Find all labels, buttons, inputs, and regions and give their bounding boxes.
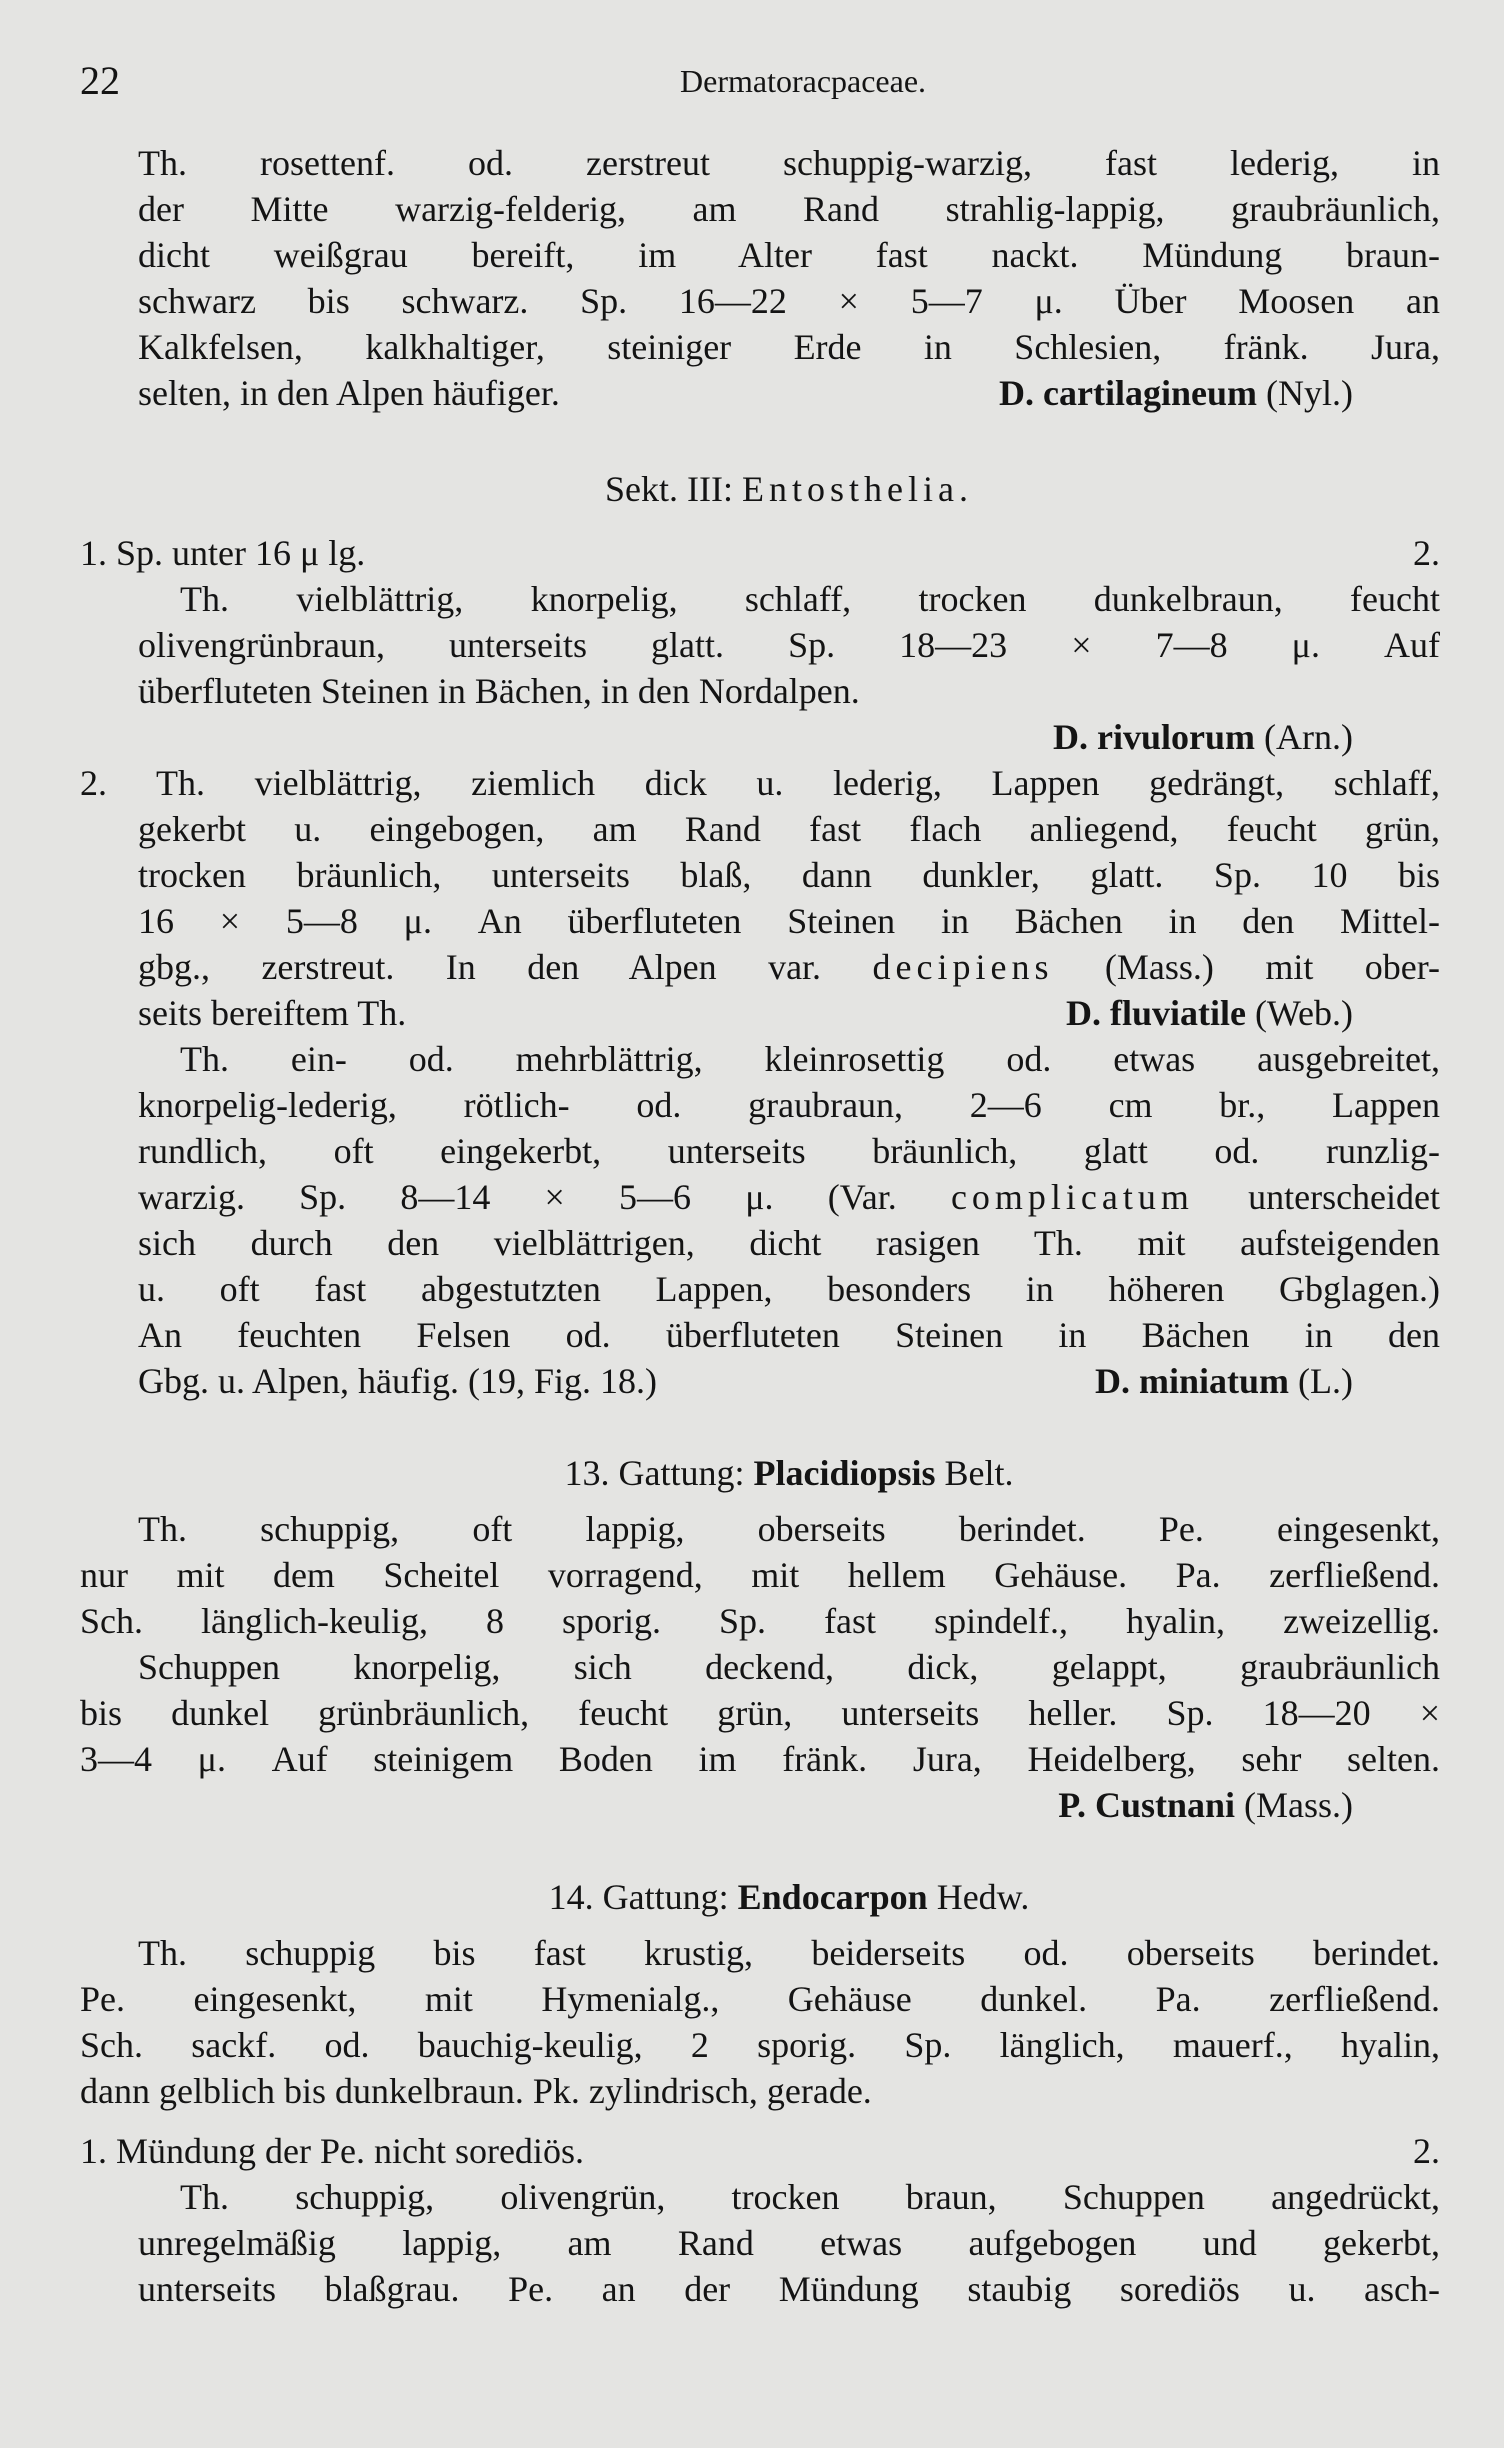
page-number: 22 bbox=[80, 58, 120, 103]
key-reference: 2. bbox=[1413, 2131, 1440, 2171]
line-text: selten, in den Alpen häufiger. bbox=[138, 373, 560, 413]
text-line: Th. schuppig, oft lappig, oberseits berindet. Pe. eingesenkt, bbox=[138, 1509, 1440, 1549]
species-name-line bbox=[138, 1782, 1353, 1828]
section-name: Entosthelia. bbox=[742, 469, 973, 509]
text-line: schwarz bis schwarz. Sp. 16—22 × 5—7 μ. Über Moosen an bbox=[138, 281, 1440, 321]
species-name: D. cartilagineum bbox=[999, 373, 1258, 413]
text-line: überfluteten Steinen in Bächen, in den Nordalpen. bbox=[138, 671, 860, 711]
text-line: nur mit dem Scheitel vorragend, mit hellem Gehäuse. Pa. zerfließend. bbox=[80, 1555, 1440, 1595]
text-line: bis dunkel grünbräunlich, feucht grün, unterseits heller. Sp. 18—20 × bbox=[80, 1693, 1440, 1733]
text-line: Th. ein- od. mehrblättrig, kleinrosettig od. etwas ausgebreitet, bbox=[180, 1039, 1440, 1079]
species-author: (Arn.) bbox=[1264, 717, 1353, 757]
text-line: 16 × 5—8 μ. An überfluteten Steinen in Bächen in den Mittel- bbox=[138, 901, 1440, 941]
line-text: warzig. Sp. 8—14 × 5—6 μ. (Var. bbox=[138, 1177, 897, 1217]
species-author: (Nyl.) bbox=[1266, 373, 1353, 413]
text-line: sich durch den vielblättrigen, dicht rasigen Th. mit aufsteigenden bbox=[138, 1223, 1440, 1263]
species-author: (Mass.) bbox=[1244, 1785, 1353, 1825]
line-text: seits bereiftem Th. bbox=[138, 993, 407, 1033]
species-author: (L.) bbox=[1298, 1361, 1353, 1401]
text-line: Th. schuppig bis fast krustig, beiderseits od. oberseits berindet. bbox=[138, 1933, 1440, 1973]
text-line: trocken bräunlich, unterseits blaß, dann dunkler, glatt. Sp. 10 bis bbox=[138, 855, 1440, 895]
text-line: Pe. eingesenkt, mit Hymenialg., Gehäuse dunkel. Pa. zerfließend. bbox=[80, 1979, 1440, 2019]
genus-name: Endocarpon bbox=[737, 1877, 928, 1917]
text-line: 3—4 μ. Auf steinigem Boden im fränk. Jura, Heidelberg, sehr selten. bbox=[80, 1739, 1440, 1779]
text-line: u. oft fast abgestutzten Lappen, besonders in höheren Gbglagen.) bbox=[138, 1269, 1440, 1309]
text-line: Sch. länglich-keulig, 8 sporig. Sp. fast spindelf., hyalin, zweizellig. bbox=[80, 1601, 1440, 1641]
key-line bbox=[80, 2128, 1440, 2174]
text-line-with-species bbox=[138, 370, 1353, 416]
text-line: Kalkfelsen, kalkhaltiger, steiniger Erde in Schlesien, fränk. Jura, bbox=[138, 327, 1440, 367]
key-line bbox=[80, 530, 1440, 576]
species-name-line bbox=[1095, 1358, 1353, 1404]
text-line: knorpelig-lederig, rötlich- od. graubraun, 2—6 cm br., Lappen bbox=[138, 1085, 1440, 1125]
text-line: Th. vielblättrig, knorpelig, schlaff, trocken dunkelbraun, feucht bbox=[180, 579, 1440, 619]
species-name-line bbox=[999, 370, 1353, 416]
text-line: An feuchten Felsen od. überfluteten Steinen in Bächen in den bbox=[138, 1315, 1440, 1355]
text-line-with-species bbox=[138, 990, 1353, 1036]
species-name: P. Custnani bbox=[1058, 1785, 1236, 1825]
text-line: Sch. sackf. od. bauchig-keulig, 2 sporig. Sp. länglich, mauerf., hyalin, bbox=[80, 2025, 1440, 2065]
text-line: olivengrünbraun, unterseits glatt. Sp. 18—23 × 7—8 μ. Auf bbox=[138, 625, 1440, 665]
species-name: D. fluviatile bbox=[1065, 993, 1246, 1033]
genus-heading bbox=[138, 1450, 1440, 1496]
section-label: Sekt. III: bbox=[605, 469, 733, 509]
genus-label: 14. Gattung: bbox=[548, 1877, 729, 1917]
genus-name: Placidiopsis bbox=[753, 1453, 936, 1493]
text-line: Th. rosettenf. od. zerstreut schuppig-warzig, fast lederig, in bbox=[138, 143, 1440, 183]
text-line: dicht weißgrau bereift, im Alter fast nackt. Mündung braun- bbox=[138, 235, 1440, 275]
key-text: 1. Mündung der Pe. nicht sorediös. bbox=[80, 2131, 584, 2171]
text-line: Schuppen knorpelig, sich deckend, dick, gelappt, graubräunlich bbox=[138, 1647, 1440, 1687]
genus-author: Belt. bbox=[944, 1453, 1014, 1493]
running-title: Dermatoracpaceae. bbox=[680, 63, 927, 99]
text-line: dann gelblich bis dunkelbraun. Pk. zylindrisch, gerade. bbox=[80, 2071, 872, 2111]
key-text: 1. Sp. unter 16 μ lg. bbox=[80, 533, 366, 573]
text-line: Th. schuppig, olivengrün, trocken braun, Schuppen angedrückt, bbox=[180, 2177, 1440, 2217]
text-line bbox=[138, 1174, 1440, 1220]
text-line: der Mitte warzig-felderig, am Rand strahlig-lappig, graubräunlich, bbox=[138, 189, 1440, 229]
line-text: Gbg. u. Alpen, häufig. (19, Fig. 18.) bbox=[138, 1361, 657, 1401]
key-reference: 2. bbox=[1413, 533, 1440, 573]
genus-author: Hedw. bbox=[936, 1877, 1030, 1917]
species-name: D. rivulorum bbox=[1053, 717, 1256, 757]
species-name-line bbox=[1066, 990, 1353, 1036]
genus-label: 13. Gattung: bbox=[564, 1453, 745, 1493]
genus-heading bbox=[138, 1874, 1440, 1920]
text-line-with-species bbox=[138, 1358, 1353, 1404]
species-name: D. miniatum bbox=[1095, 1361, 1290, 1401]
variety-name: complicatum bbox=[950, 1177, 1194, 1217]
text-line bbox=[138, 944, 1440, 990]
species-author: (Web.) bbox=[1254, 993, 1353, 1033]
species-name-line bbox=[138, 714, 1353, 760]
variety-name: decipiens bbox=[872, 947, 1054, 987]
line-text: unterscheidet bbox=[1248, 1177, 1441, 1217]
text-line: gekerbt u. eingebogen, am Rand fast flach anliegend, feucht grün, bbox=[138, 809, 1440, 849]
section-heading bbox=[138, 466, 1440, 512]
line-text: (Mass.) mit ober- bbox=[1104, 947, 1440, 987]
text-line: unregelmäßig lappig, am Rand etwas aufgebogen und gekerbt, bbox=[138, 2223, 1440, 2263]
text-line: unterseits blaßgrau. Pe. an der Mündung staubig sorediös u. asch- bbox=[138, 2269, 1440, 2309]
text-line: rundlich, oft eingekerbt, unterseits bräunlich, glatt od. runzlig- bbox=[138, 1131, 1440, 1171]
line-text: gbg., zerstreut. In den Alpen var. bbox=[138, 947, 822, 987]
text-line: 2. Th. vielblättrig, ziemlich dick u. lederig, Lappen gedrängt, schlaff, bbox=[80, 763, 1440, 803]
